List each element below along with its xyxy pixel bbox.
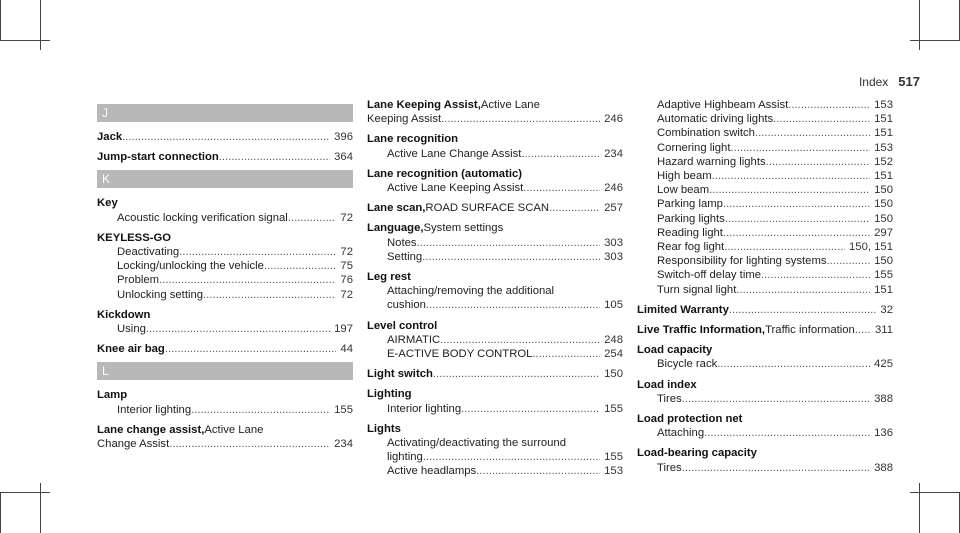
index-line [367,181,623,195]
index-subterm: Active headlamps [387,465,477,478]
page-reference: 153 [874,99,893,111]
section-header: K [97,170,353,188]
index-term: Kickdown [97,308,151,321]
index-line [97,273,353,287]
index-line [367,270,623,284]
page-reference: 303 [604,250,623,263]
index-line [637,426,893,440]
index-line [367,450,623,464]
index-subterm: Active Lane Keeping Assist [387,182,524,195]
index-subterm: Reading light [657,226,723,239]
page-number: 517 [898,74,920,89]
index-entry [367,319,623,362]
index-line [367,387,623,401]
index-line [97,259,353,273]
index-subterm: Using [117,323,146,336]
leader-dots [717,357,870,371]
index-entry [367,422,623,479]
index-subterm: System settings [423,222,504,235]
index-term: Load-bearing capacity [637,447,757,460]
index-subterm: Hazard warning lights [657,155,766,168]
index-line [367,147,623,161]
page-reference: 155 [604,402,623,415]
page-reference: 388 [874,461,893,474]
index-entry [367,367,623,381]
leader-dots [755,126,870,140]
index-subterm: Combination switch [657,127,755,140]
index-entry [367,167,623,195]
index-line [637,378,893,392]
index-entry [97,130,353,144]
index-line [97,150,353,164]
index-line [637,343,893,357]
leader-dots [723,226,870,240]
leader-dots [219,150,330,164]
index-line [367,298,623,312]
index-line [97,288,353,302]
header-section-title: Index [858,75,889,89]
index-subterm: Tires [657,392,682,405]
index-line [97,342,353,356]
page-reference: 32 [880,303,893,316]
page-reference: 153 [604,465,623,478]
index-line [637,183,893,197]
index-subterm: Deactivating [117,246,180,259]
index-line [367,402,623,416]
index-line [637,268,893,282]
index-entry [367,270,623,313]
leader-dots [122,130,330,144]
page-reference: 246 [604,113,623,126]
leader-dots [165,342,337,356]
index-line [97,231,353,245]
index-line [637,392,893,406]
index-line [367,167,623,181]
index-entry [367,98,623,126]
crop-mark-bottom-left-h [0,492,50,493]
index-line [367,284,623,298]
index-line [637,461,893,475]
index-line [367,319,623,333]
index-subterm: Activating/deactivating the surround [387,437,566,450]
leader-dots [736,283,870,297]
index-subterm: Active Lane [480,99,540,111]
leader-dots [523,181,600,195]
leader-dots [773,112,870,126]
page-reference: 152 [874,155,893,168]
leader-dots [532,347,600,361]
page-reference: 388 [874,392,893,405]
leader-dots [422,250,600,264]
index-subterm: Problem [117,274,160,287]
leader-dots [288,211,337,225]
page-reference: 311 [874,324,893,337]
index-entry [367,387,623,415]
index-line [637,212,893,226]
index-entry [637,323,893,337]
page-header [859,74,920,89]
page-reference: 72 [340,288,353,301]
index-subterm: Traffic information [765,324,855,337]
index-subterm: Parking lamp [657,198,723,211]
index-line [367,221,623,235]
index-subterm: ROAD SURFACE SCAN [425,202,550,215]
index-line [637,303,893,317]
index-line [637,226,893,240]
page-reference: 364 [334,151,353,164]
page-reference: 151 [874,127,893,140]
index-entry [637,343,893,371]
crop-mark-bottom-right-v [919,483,920,533]
page-reference: 44 [340,343,353,356]
leader-dots [761,268,870,282]
page-reference: 75 [340,260,353,273]
page-reference: 76 [340,274,353,287]
crop-mark-top-right-h [910,40,960,41]
index-entry [97,342,353,356]
leader-dots [441,112,600,126]
index-column-1 [97,98,353,457]
index-subterm: cushion [387,299,426,312]
index-entry [637,446,893,474]
leader-dots [461,402,600,416]
index-line [97,322,353,336]
index-subterm: Low beam [657,184,710,197]
index-line [637,323,893,337]
index-line [97,196,353,210]
index-line [367,112,623,126]
index-term: Light switch [367,368,433,381]
index-entry [97,388,353,416]
page-reference: 254 [604,348,623,361]
crop-mark-bottom-right-h [910,492,960,493]
leader-dots [549,201,600,215]
index-line [97,130,353,144]
leader-dots [476,464,600,478]
index-term: Jump-start connection [97,151,219,164]
page-reference: 150 [874,184,893,197]
index-column-3 [637,98,893,481]
index-term: Lane recognition (automatic) [367,167,523,180]
index-line [97,403,353,417]
index-line [637,283,893,297]
index-term: Lighting [367,388,412,401]
index-term: Jack [97,131,123,143]
index-line [367,201,623,215]
index-subterm: Unlocking setting [117,288,204,301]
index-subterm: Change Assist [97,438,170,451]
index-term: Leg rest [367,271,411,284]
page-reference: 150, 151 [849,241,893,254]
index-line [637,357,893,371]
index-subterm: Bicycle rack [657,358,718,371]
crop-mark-top-right-v [919,0,920,50]
index-subterm: lighting [387,451,423,464]
page-reference: 396 [334,131,353,143]
page-reference: 136 [874,427,893,440]
leader-dots [440,333,600,347]
index-entry [97,231,353,302]
index-subterm: Rear fog light [657,241,725,254]
index-subterm: Cornering light [657,141,731,154]
page-reference: 105 [604,299,623,312]
leader-dots [433,367,600,381]
page-reference: 425 [874,358,893,371]
index-term: Load protection net [637,413,743,426]
index-entry [637,412,893,440]
index-subterm: Notes [387,236,417,249]
index-subterm: Automatic driving lights [657,113,774,126]
leader-dots [146,322,330,336]
index-line [637,169,893,183]
index-entry [97,150,353,164]
index-subterm: Attaching/removing the additional [387,285,555,298]
index-subterm: Attaching [657,427,705,440]
index-entry [637,98,893,297]
index-line [367,436,623,450]
leader-dots [788,98,870,112]
index-subterm: Turn signal light [657,283,737,296]
page-reference: 248 [604,333,623,346]
leader-dots [191,403,330,417]
section-header: L [97,362,353,380]
page-reference: 246 [604,182,623,195]
index-term: Lights [367,422,401,435]
index-line [637,197,893,211]
index-subterm: Acoustic locking verification signal [117,211,288,224]
index-term: Lane scan, [367,202,426,215]
page-reference: 153 [874,141,893,154]
index-line [367,132,623,146]
leader-dots [682,392,870,406]
leader-dots [521,147,600,161]
page-reference: 150 [874,255,893,268]
index-term: Limited Warranty [637,303,729,316]
index-entry [97,308,353,336]
leader-dots [417,236,601,250]
index-line [367,98,623,112]
page-reference: 151 [874,283,893,296]
index-subterm: Active Lane Change Assist [387,147,522,160]
index-line [637,112,893,126]
leader-dots [179,245,336,259]
index-line [97,211,353,225]
page-reference: 197 [334,323,353,336]
page-reference: 234 [334,438,353,451]
page-reference: 72 [340,246,353,259]
index-line [367,333,623,347]
index-subterm: AIRMATIC [387,333,441,346]
page-reference: 150 [874,212,893,225]
page-reference: 155 [334,403,353,416]
index-line [97,437,353,451]
index-line [97,308,353,322]
leader-dots [725,212,870,226]
leader-dots [704,426,870,440]
crop-mark-bottom-left-v [40,483,41,533]
index-term: Key [97,197,118,210]
leader-dots [423,450,600,464]
index-entry [97,196,353,224]
index-subterm: Responsibility for lighting systems [657,255,827,268]
index-term: Load capacity [637,344,713,357]
index-term: Lane recognition [367,133,459,146]
index-line [97,245,353,259]
index-term: Lane Keeping Assist, [367,99,481,111]
index-term: Knee air bag [97,343,165,356]
index-subterm: Parking lights [657,212,725,225]
index-line [637,141,893,155]
index-line [367,347,623,361]
index-term: Lane change assist, [97,423,205,436]
leader-dots [723,197,870,211]
leader-dots [169,437,330,451]
index-term: Language, [367,222,424,235]
index-line [367,422,623,436]
leader-dots [159,273,336,287]
index-subterm: E-ACTIVE BODY CONTROL [387,348,533,361]
index-subterm: Setting [387,250,423,263]
leader-dots [855,323,871,337]
index-subterm: Locking/unlocking the vehicle [117,260,264,273]
leader-dots [724,240,845,254]
index-line [367,236,623,250]
index-line [637,446,893,460]
crop-mark-top-left-v2 [0,0,1,40]
index-term: KEYLESS-GO [97,231,172,244]
index-term: Level control [367,319,438,332]
index-line [97,423,353,437]
index-term: Live Traffic Information, [637,324,766,337]
index-line [637,240,893,254]
leader-dots [729,303,877,317]
leader-dots [766,155,871,169]
index-subterm: Tires [657,461,682,474]
page-reference: 155 [874,269,893,282]
index-line [637,98,893,112]
index-subterm: Switch-off delay time [657,269,762,282]
page-reference: 297 [874,226,893,239]
index-line [637,155,893,169]
page-reference: 257 [604,202,623,215]
index-line [367,367,623,381]
index-subterm: Interior lighting [117,403,192,416]
leader-dots [682,461,870,475]
index-entry [367,132,623,160]
crop-mark-top-left-v [40,0,41,50]
index-entry [637,303,893,317]
crop-mark-bottom-left-v2 [0,493,1,533]
crop-mark-top-left-h [0,40,50,41]
index-line [637,254,893,268]
index-subterm: Adaptive Highbeam Assist [657,99,789,111]
page-reference: 150 [874,198,893,211]
page-reference: 151 [874,113,893,126]
index-term: Load index [637,378,697,391]
page-reference: 72 [340,211,353,224]
index-line [367,250,623,264]
page-reference: 234 [604,147,623,160]
index-line [367,464,623,478]
index-subterm: High beam [657,170,712,183]
leader-dots [203,288,336,302]
page-reference: 151 [874,170,893,183]
index-term: Lamp [97,389,128,402]
leader-dots [264,259,336,273]
index-subterm: Keeping Assist [367,113,442,126]
page-reference: 155 [604,451,623,464]
index-entry [367,221,623,264]
leader-dots [827,254,871,268]
index-subterm: Interior lighting [387,402,462,415]
leader-dots [709,183,870,197]
leader-dots [730,141,870,155]
index-line [637,412,893,426]
index-subterm: Active Lane [204,423,264,436]
leader-dots [712,169,871,183]
index-line [637,126,893,140]
index-line [97,388,353,402]
leader-dots [426,298,600,312]
index-entry [97,423,353,451]
page-reference: 303 [604,236,623,249]
page-reference: 150 [604,368,623,381]
section-header: J [97,104,353,122]
index-entry [637,378,893,406]
index-entry [367,201,623,215]
index-column-2 [367,98,623,485]
